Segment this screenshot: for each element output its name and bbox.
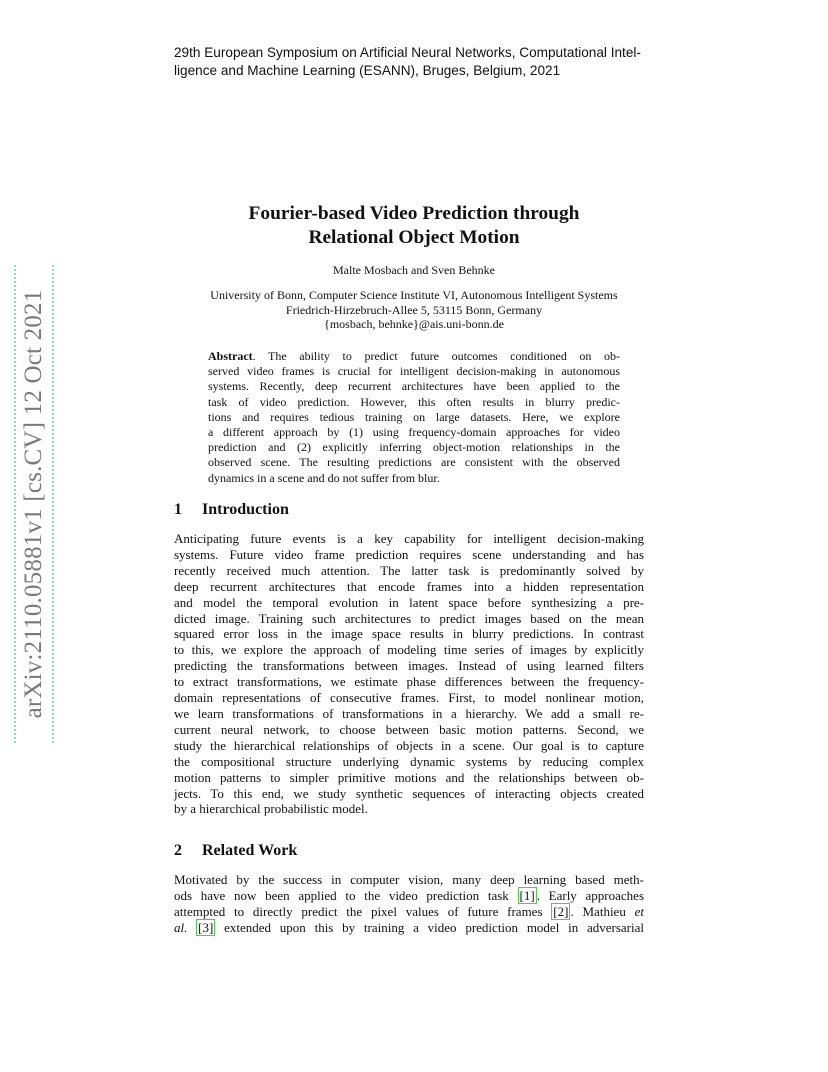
et-al-text: et: [634, 903, 644, 919]
section-heading-introduction: [174, 500, 289, 520]
affiliation-line: Friedrich-Hirzebruch-Allee 5, 53115 Bonn, Germany: [285, 302, 543, 317]
affiliation-line: University of Bonn, Computer Science Institute VI, Autonomous Intelligent Systems: [210, 288, 618, 302]
line-text: ods have now been applied to the video prediction task: [174, 887, 518, 903]
paragraph-line: dicted image. Training such architectures to predict images based on the mean: [174, 610, 644, 626]
abstract-line: [208, 349, 620, 364]
paragraph-line: jects. To this end, we study synthetic sequences of interacting objects created: [174, 785, 644, 801]
paragraph-line: motion patterns to simpler primitive motions and the relationships between ob-: [174, 769, 644, 785]
introduction-paragraph: [174, 531, 644, 817]
abstract-line: systems. Recently, deep recurrent architectures have been applied to the: [208, 379, 620, 394]
abstract-line: tions and requires tedious training on large datasets. Here, we explore: [208, 409, 620, 424]
paragraph-line: [174, 904, 644, 920]
venue-line: 29th European Symposium on Artificial Neural Networks, Computational Intel-: [174, 45, 641, 60]
paragraph-line: [174, 888, 644, 904]
paragraph-line: [174, 920, 644, 936]
paragraph-line: deep recurrent architectures that encode frames into a hidden representation: [174, 578, 644, 594]
paragraph-line: by a hierarchical probabilistic model.: [174, 801, 368, 817]
paragraph-line: Anticipating future events is a key capability for intelligent decision-making: [174, 531, 644, 546]
paragraph-line: systems. Future video frame prediction requires scene understanding and has: [174, 546, 644, 562]
section-heading-related-work: [174, 841, 297, 861]
abstract-label: Abstract: [208, 349, 253, 363]
paragraph-line: study the hierarchical relationships of objects in a scene. Our goal is to capture: [174, 737, 644, 753]
citation-link[interactable]: [2]: [553, 903, 569, 919]
section-number: 2: [174, 842, 182, 859]
paragraph-line: recently received much attention. The latter task is predominantly solved by: [174, 562, 644, 578]
abstract-line-text: . The ability to predict future outcomes conditioned on ob-: [252, 349, 620, 363]
paragraph-line: we learn transformations of transformations in a hierarchy. We add a small re-: [174, 705, 644, 721]
section-title: Introduction: [202, 501, 289, 518]
line-text: . Early approaches: [536, 887, 644, 903]
title-line: Relational Object Motion: [308, 227, 520, 248]
line-text: . Mathieu: [570, 903, 635, 919]
arxiv-identifier-stamp: [14, 265, 54, 743]
paragraph-line: Motivated by the success in computer vision, many deep learning based meth-: [174, 872, 644, 887]
citation-link[interactable]: [1]: [519, 887, 535, 903]
paragraph-line: current neural network, to choose between basic motion patterns. Second, we: [174, 721, 644, 737]
abstract-line: served video frames is crucial for intelligent decision-making in autonomous: [208, 364, 620, 379]
abstract-line: a different approach by (1) using frequency-domain approaches for video: [208, 425, 620, 440]
paragraph-line: predicting the transformations between images. Instead of using learned filters: [174, 658, 644, 674]
paper-title: [174, 202, 654, 250]
paragraph-line: domain representations of consecutive frames. First, to model nonlinear motion,: [174, 690, 644, 706]
line-text: attempted to directly predict the pixel values of future frames: [174, 903, 552, 919]
venue-header: [174, 44, 654, 80]
venue-line: ligence and Machine Learning (ESANN), Bruges, Belgium, 2021: [174, 63, 561, 78]
paragraph-line: the compositional structure underlying dynamic systems by reducing complex: [174, 753, 644, 769]
abstract-line: dynamics in a scene and do not suffer from blur.: [208, 470, 440, 485]
citation-link[interactable]: [3]: [198, 919, 214, 935]
paragraph-line: squared error loss in the image space results in blurry predictions. In contrast: [174, 626, 644, 642]
et-al-text: al.: [174, 919, 188, 935]
paragraph-line: to this, we explore the approach of modeling time series of images by explicitly: [174, 642, 644, 658]
section-number: 1: [174, 501, 182, 518]
abstract-line: task of video prediction. However, this often results in blurry predic-: [208, 394, 620, 409]
paper-authors: Malte Mosbach and Sven Behnke: [333, 263, 495, 277]
paragraph-line: to extract transformations, we estimate phase differences between the frequency-: [174, 674, 644, 690]
section-title: Related Work: [202, 842, 298, 859]
line-text: extended upon this by training a video prediction model in adversarial: [215, 919, 645, 935]
affiliation-line: {mosbach, behnke}@ais.uni-bonn.de: [324, 317, 504, 331]
related-work-paragraph: [174, 872, 644, 936]
title-line: Fourier-based Video Prediction through: [248, 203, 580, 224]
author-affiliation: [150, 288, 678, 332]
abstract-line: prediction and (2) explicitly inferring object-motion relationships in the: [208, 440, 620, 455]
line-text: [187, 920, 196, 935]
abstract: [208, 349, 620, 486]
paragraph-line: and model the temporal evolution in latent space before synthesizing a pre-: [174, 594, 644, 610]
arxiv-stamp-text: arXiv:2110.05881v1 [cs.CV] 12 Oct 2021: [20, 289, 47, 719]
abstract-line: observed scene. The resulting predictions are consistent with the observed: [208, 455, 620, 470]
